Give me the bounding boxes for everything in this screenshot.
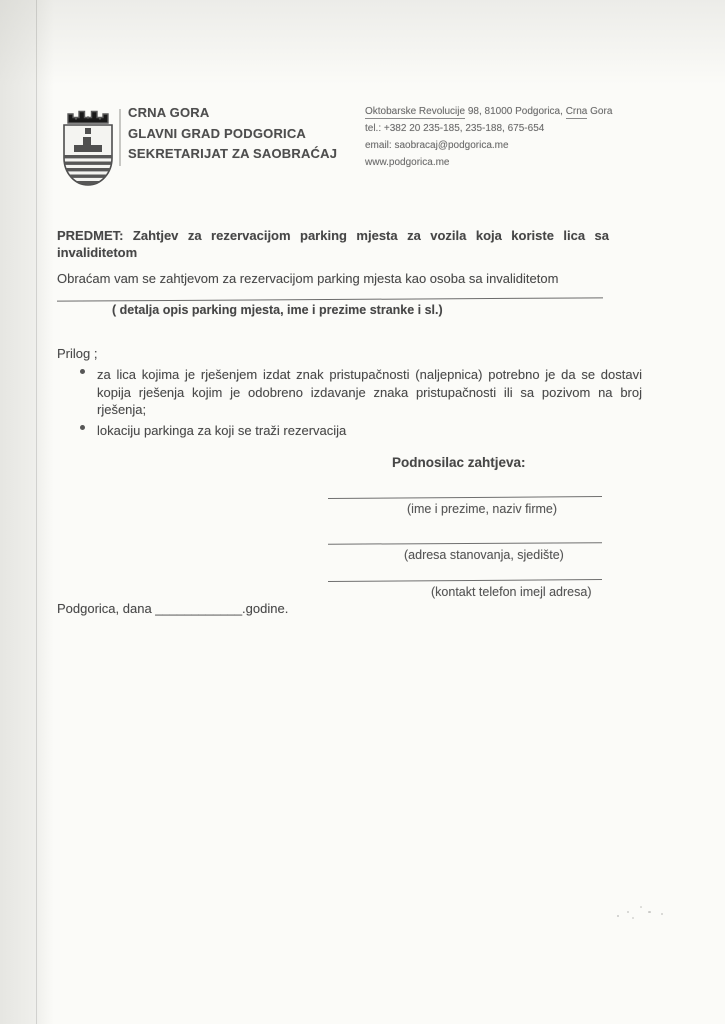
list-item — [80, 422, 642, 440]
bullet-icon — [80, 425, 85, 430]
signature-line-name — [328, 496, 602, 499]
attachment-text: za lica kojima je rješenjem izdat znak pristupačnosti (naljepnica) potrebno je da se dostavi kopija rješenja kojim je odobreno izdavanje znaka pristupačnosti ili sa pozivom na broj rješenja; — [97, 367, 642, 417]
scan-fold-line — [36, 0, 37, 1024]
contact-block — [365, 103, 612, 171]
organization-block — [128, 103, 337, 165]
list-item — [80, 366, 642, 419]
bullet-icon — [80, 369, 85, 374]
scan-noise-dot — [648, 911, 651, 913]
signature-caption-name: (ime i prezime, naziv firme) — [407, 502, 558, 516]
address-country-part: Crna — [565, 106, 588, 117]
org-city: GLAVNI GRAD PODGORICA — [128, 125, 307, 141]
attachment-text: lokaciju parkinga za koji se traži rezervacija — [97, 422, 347, 438]
date-place-line: Podgorica, dana ____________.godine. — [57, 601, 289, 616]
scan-noise-dot — [627, 911, 629, 913]
contact-website: www.podgorica.me — [365, 157, 450, 168]
intro-sentence: Obraćam vam se zahtjevom za rezervacijom parking mjesta kao osoba sa invaliditetom — [57, 271, 559, 286]
contact-address: Oktobarske Revolucije 98, 81000 Podgorica, Crna Gora — [365, 106, 613, 117]
signature-caption-contact: (kontakt telefon imejl adresa) — [431, 585, 592, 599]
subject-heading — [57, 228, 609, 261]
coat-of-arms-podgorica-icon — [56, 102, 120, 192]
signature-line-contact — [328, 579, 602, 582]
scan-noise-dot — [617, 915, 619, 917]
scan-noise-dot — [640, 906, 642, 908]
applicant-title: Podnosilac zahtjeva: — [392, 455, 526, 470]
contact-phone: tel.: +382 20 235-185, 235-188, 675-654 — [365, 123, 545, 134]
header-divider — [119, 109, 121, 166]
signature-caption-address: (adresa stanovanja, sjedište) — [404, 548, 564, 562]
scan-noise-dot — [632, 917, 634, 919]
subject-line-2: invaliditetom — [57, 244, 138, 260]
scan-noise-dot — [661, 913, 663, 915]
fill-in-caption: ( detalja opis parking mjesta, ime i prezime stranke i sl.) — [112, 303, 443, 317]
subject-line-1: PREDMET: Zahtjev za rezervacijom parking mjesta za vozila koja koriste lica sa — [57, 228, 609, 243]
attachments-label: Prilog ; — [57, 346, 98, 361]
fill-in-line — [57, 297, 603, 301]
address-street: Oktobarske Revolucije — [365, 106, 466, 117]
attachments-list — [80, 366, 642, 442]
org-country: CRNA GORA — [128, 105, 210, 120]
signature-line-address — [328, 542, 602, 544]
org-secretariat: SEKRETARIJAT ZA SAOBRAĆAJ — [128, 146, 338, 161]
contact-email: email: saobracaj@podgorica.me — [365, 140, 509, 151]
